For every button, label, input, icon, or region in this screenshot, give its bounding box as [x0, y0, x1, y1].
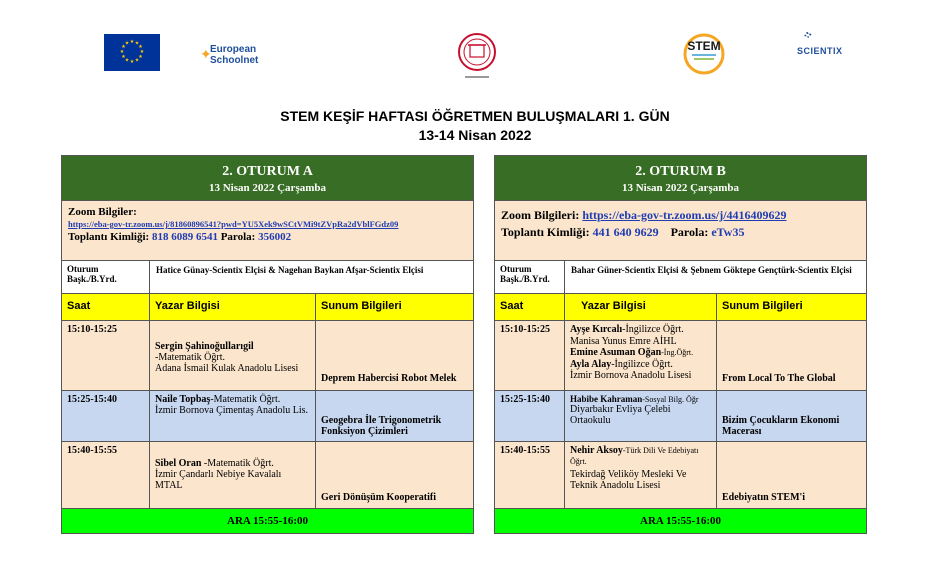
- author-role: -Matematik Öğrt.: [203, 458, 274, 469]
- svg-text:★: ★: [129, 59, 135, 65]
- row-time: 15:40-15:55: [495, 442, 565, 508]
- table-row: [495, 391, 866, 442]
- svg-text:★: ★: [124, 40, 130, 47]
- session-a-zoom-info: [62, 201, 473, 261]
- row-talk: Geogebra İle Trigonometrik Fonksiyon Çizimleri: [321, 415, 442, 437]
- svg-text:★: ★: [138, 54, 143, 60]
- author-name: Nehir Aksoy: [570, 445, 623, 456]
- zoom-label: Zoom Bilgiler:: [68, 206, 137, 218]
- author-school: İzmir Bornova Çimentaş Anadolu Lis.: [155, 405, 309, 416]
- author-name: Sibel Oran: [155, 458, 202, 469]
- col-talk-header: Sunum Bilgileri: [321, 300, 402, 312]
- meb-seal-logo: [455, 32, 499, 82]
- col-author-header: Yazar Bilgisi: [565, 294, 717, 320]
- author-role: -Türk Dili Ve Edebiyatı Öğrt.: [570, 446, 699, 466]
- stem-logo: [680, 32, 732, 76]
- author-school: Adana İsmail Kulak Anadolu Lisesi: [155, 363, 299, 374]
- table-row: [62, 321, 473, 391]
- scientix-logo: [785, 30, 850, 66]
- star-icon: ✦: [200, 46, 212, 62]
- row-time: 15:25-15:40: [62, 391, 150, 441]
- session-a-date: 13 Nisan 2022 Çarşamba: [208, 182, 327, 194]
- row-talk: Deprem Habercisi Robot Melek: [321, 373, 457, 384]
- session-b-break: ARA 15:55-16:00: [495, 509, 866, 533]
- author-name: Habibe Kahraman: [570, 394, 643, 404]
- author-school: İzmir Bornova Anadolu Lisesi: [570, 370, 692, 381]
- eschool-logo-text: European Schoolnet: [210, 44, 259, 66]
- meeting-id-value: 818 6089 6541: [151, 231, 218, 243]
- row-talk: From Local To The Global: [722, 373, 836, 384]
- session-b-table: [494, 155, 867, 534]
- svg-text:★: ★: [121, 54, 126, 60]
- row-talk: Edebiyatın STEM'i: [722, 492, 806, 503]
- author-role: -İngilizce Öğrt.: [622, 324, 684, 335]
- row-time: 15:40-15:55: [62, 442, 150, 508]
- session-a-header: [62, 156, 473, 201]
- row-author: [565, 321, 717, 390]
- session-a-table: [61, 155, 474, 534]
- password-label: Parola:: [670, 225, 709, 239]
- svg-text:★: ★: [134, 57, 140, 64]
- password-value: eTw35: [711, 225, 745, 239]
- table-row: [495, 321, 866, 391]
- svg-text:★: ★: [124, 57, 130, 64]
- european-schoolnet-logo: [200, 42, 270, 70]
- author-school: Manisa Yunus Emre AİHL: [570, 335, 677, 347]
- author-role: -İng.Öğrt.: [661, 348, 694, 357]
- page-title: STEM KEŞİF HAFTASI ÖĞRETMEN BULUŞMALARI 1. GÜN: [280, 108, 670, 124]
- svg-text:★: ★: [121, 44, 126, 50]
- col-author-header: Yazar Bilgisi: [150, 294, 316, 320]
- session-b-zoom-link[interactable]: https://eba-gov-tr.zoom.us/j/4416409629: [582, 208, 787, 222]
- row-author: [565, 391, 717, 441]
- row-author: [150, 391, 316, 441]
- table-row: [62, 442, 473, 509]
- session-a-moderators-row: [62, 261, 473, 294]
- author-role: -Sosyal Bilg. Öğr: [642, 395, 699, 404]
- zoom-label: Zoom Bilgileri:: [501, 208, 580, 222]
- col-time-header: Saat: [495, 294, 565, 320]
- row-time: 15:10-15:25: [495, 321, 565, 390]
- author-role: -İngilizce Öğrt.: [611, 358, 673, 370]
- row-time: 15:25-15:40: [495, 391, 565, 441]
- session-b-zoom-info: [495, 201, 866, 261]
- meeting-id-label: Toplantı Kimliği:: [68, 231, 150, 243]
- moderator-label: Oturum Başk./B.Yrd.: [495, 261, 565, 293]
- author-school: Diyarbakır Evliya Çelebi Ortaokulu: [570, 404, 671, 426]
- moderator-names: Hatice Günay-Scientix Elçisi & Nagehan Baykan Afşar-Scientix Elçisi: [156, 265, 424, 275]
- row-time: 15:10-15:25: [62, 321, 150, 390]
- scientix-logo-text: SCIENTIX: [797, 46, 843, 56]
- session-a-column-headers: [62, 294, 473, 321]
- password-label: Parola:: [220, 231, 256, 243]
- svg-text:★: ★: [119, 49, 125, 55]
- meeting-id-label: Toplantı Kimliği:: [501, 225, 590, 239]
- session-b-header: [495, 156, 866, 201]
- author-school: Tekirdağ Veliköy Mesleki Ve Teknik Anadolu Lisesi: [570, 469, 687, 491]
- moderator-names: Bahar Güner-Scientix Elçisi & Şebnem Göktepe Gençtürk-Scientix Elçisi: [571, 265, 852, 275]
- stem-logo-text: STEM: [687, 39, 721, 53]
- row-author: [150, 321, 316, 390]
- author-role: -Matematik Öğrt.: [210, 394, 281, 405]
- svg-text:★: ★: [134, 40, 140, 47]
- session-a-break: ARA 15:55-16:00: [62, 509, 473, 533]
- svg-text:★: ★: [129, 39, 135, 45]
- author-name: Ayşe Kırcalı: [570, 324, 623, 335]
- meeting-id-value: 441 640 9629: [592, 225, 659, 239]
- row-talk: Geri Dönüşüm Kooperatifi: [321, 492, 436, 503]
- session-a-zoom-link[interactable]: https://eba-gov-tr.zoom.us/j/81860896541?pwd=YU5Xek9wSCtVMi9tZVpRa2dVblFGdz09: [68, 219, 399, 229]
- session-b-moderators-row: [495, 261, 866, 294]
- author-name: Sergin Şahinoğullarıgil: [155, 341, 254, 352]
- svg-text:★: ★: [138, 44, 143, 50]
- session-b-date: 13 Nisan 2022 Çarşamba: [621, 182, 740, 194]
- author-role: -Matematik Öğrt.: [155, 352, 225, 363]
- table-row: [62, 391, 473, 442]
- author-school: İzmir Çandarlı Nebiye Kavalalı MTAL: [155, 469, 282, 491]
- table-row: [495, 442, 866, 509]
- session-b-title: 2. OTURUM B: [635, 164, 726, 179]
- row-talk: Bizim Çocukların Ekonomi Macerası: [722, 415, 840, 437]
- session-a-title: 2. OTURUM A: [222, 164, 313, 179]
- svg-text:★: ★: [139, 49, 145, 55]
- moderator-label: Oturum Başk./B.Yrd.: [62, 261, 150, 293]
- col-time-header: Saat: [62, 294, 150, 320]
- author-name: Ayla Alay: [570, 358, 612, 370]
- author-name: Emine Asuman Oğan: [570, 347, 662, 358]
- page-subtitle: 13-14 Nisan 2022: [418, 127, 532, 143]
- author-name: Naile Topbaş: [155, 394, 211, 405]
- row-author: [150, 442, 316, 508]
- password-value: 356002: [258, 231, 292, 243]
- col-talk-header: Sunum Bilgileri: [722, 300, 803, 312]
- row-author: [565, 442, 717, 508]
- eu-flag-logo: [104, 34, 160, 71]
- session-b-column-headers: [495, 294, 866, 321]
